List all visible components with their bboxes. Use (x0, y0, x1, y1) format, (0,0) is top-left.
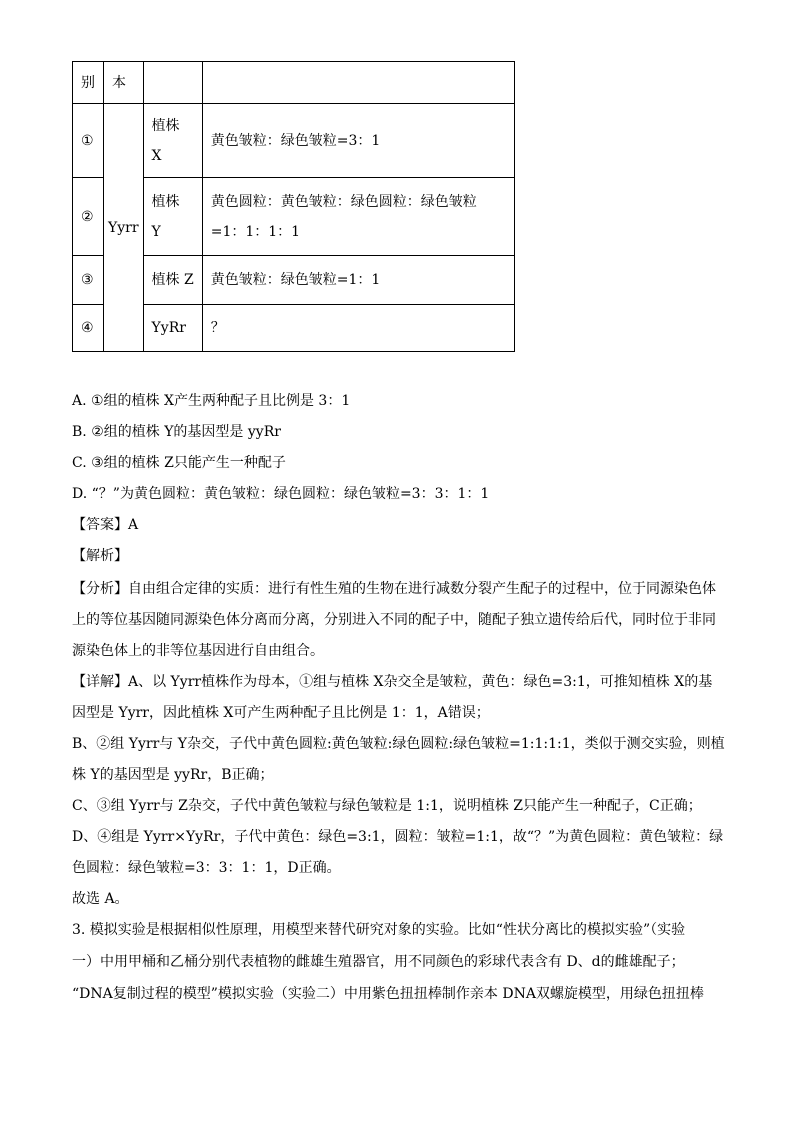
detail-line: 因型是 Yyrr，因此植株 X可产生两种配子且比例是 1：1，A错误； (72, 705, 490, 721)
group-cell: ① (73, 104, 104, 178)
parent-cell: Yyrr (104, 104, 144, 352)
option-d: D. “？”为黄色圆粒：黄色皱粒：绿色圆粒：绿色皱粒=3：3：1：1 (72, 486, 490, 502)
result-cell (202, 178, 514, 256)
result-cell: 黄色皱粒：绿色皱粒=1：1 (202, 256, 514, 305)
detail-line: 【详解】A、以 Yyrr植株作为母本，①组与植株 X杂交全是皱粒，黄色：绿色=3:1，可推知植株 X的基 (72, 674, 713, 690)
question-3-line: 3. 模拟实验是根据相似性原理，用模型来替代研究对象的实验。比如“性状分离比的模拟实验”（实验 (72, 922, 686, 938)
header-cell (202, 62, 514, 104)
plant-cell: 植株 Z (143, 256, 202, 305)
analysis-heading: 【解析】 (72, 548, 128, 564)
option-b: B. ②组的植株 Y的基因型是 yyRr (72, 424, 281, 440)
plant-cell (143, 104, 202, 178)
result-line: =1：1：1：1 (210, 223, 301, 240)
detail-line: B、②组 Yyrr与 Y杂交，子代中黄色圆粒:黄色皱粒:绿色圆粒:绿色皱粒=1:1:1:1，类似于测交实验，则植 (72, 736, 725, 752)
detail-line: C、③组 Yyrr与 Z杂交，子代中黄色皱粒与绿色皱粒是 1:1，说明植株 Z只能产生一种配子，C正确； (72, 798, 702, 814)
option-c: C. ③组的植株 Z只能产生一种配子 (72, 455, 286, 471)
option-a: A. ①组的植株 X产生两种配子且比例是 3：1 (72, 393, 351, 409)
header-cell: 别 (73, 62, 104, 104)
analysis-text: 源染色体上的非等位基因进行自由组合。 (72, 643, 324, 659)
answer-line: 【答案】A (72, 517, 139, 533)
plant-cell (143, 178, 202, 256)
plant-line: Y (151, 223, 161, 240)
header-cell: 本 (104, 62, 144, 104)
group-cell: ④ (73, 305, 104, 352)
analysis-text: 【分析】自由组合定律的实质：进行有性生殖的生物在进行减数分裂产生配子的过程中，位于同源染色体 (72, 581, 716, 597)
plant-line: 植株 (151, 117, 180, 134)
analysis-text: 上的等位基因随同源染色体分离而分离，分别进入不同的配子中，随配子独立遗传给后代，同时位于非同 (72, 612, 716, 628)
group-cell: ③ (73, 256, 104, 305)
table-row (73, 104, 515, 178)
result-cell: 黄色皱粒：绿色皱粒=3：1 (202, 104, 514, 178)
plant-line: 植株 (151, 193, 180, 210)
detail-line: 色圆粒：绿色皱粒=3：3：1：1，D正确。 (72, 860, 341, 876)
result-cell: ？ (202, 305, 514, 352)
table-header-row (73, 62, 515, 104)
detail-line: 株 Y的基因型是 yyRr，B正确； (72, 767, 274, 783)
question-3-line: 一）中用甲桶和乙桶分别代表植物的雌雄生殖器官，用不同颜色的彩球代表含有 D、d的雌雄配子； (72, 954, 685, 970)
detail-line: 故选 A。 (72, 891, 129, 907)
plant-cell: YyRr (143, 305, 202, 352)
result-line: 黄色圆粒：黄色皱粒：绿色圆粒：绿色皱粒 (210, 193, 477, 210)
question-3-line: “DNA复制过程的模型”模拟实验（实验二）中用紫色扭扭棒制作亲本 DNA双螺旋模型，用绿色扭扭棒 (72, 986, 704, 1002)
cross-results-table (72, 61, 515, 352)
detail-line: D、④组是 Yyrr×YyRr，子代中黄色：绿色=3:1，圆粒：皱粒=1:1，故“？”为黄色圆粒：黄色皱粒：绿 (72, 829, 724, 845)
header-cell (143, 62, 202, 104)
plant-line: X (151, 147, 162, 164)
group-cell: ② (73, 178, 104, 256)
